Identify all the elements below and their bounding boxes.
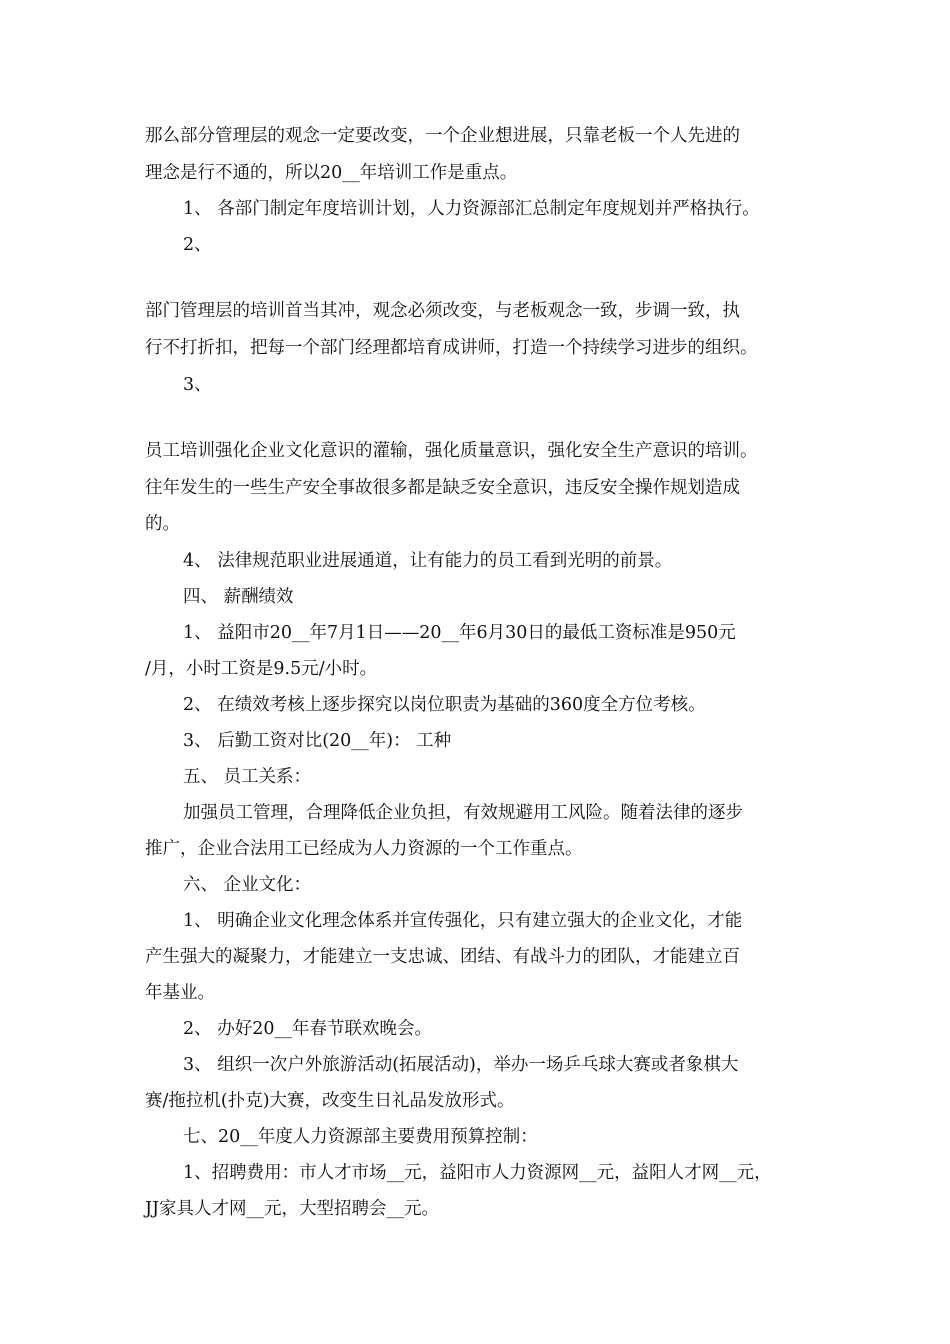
paragraph-line: JJ家具人才网__元，大型招聘会__元。	[145, 1199, 440, 1219]
list-item-2-number: 2、	[183, 235, 212, 255]
paragraph-line: 那么部分管理层的观念一定要改变，一个企业想进展，只靠老板一个人先进的	[145, 126, 740, 146]
paragraph-line: 往年发生的一些生产安全事故很多都是缺乏安全意识，违反安全操作规划造成	[145, 478, 740, 498]
paragraph-line: /月，小时工资是9.5元/小时。	[145, 659, 378, 679]
paragraph-line: 行不打折扣，把每一个部门经理都培育成讲师，打造一个持续学习进步的组织。	[145, 338, 758, 358]
paragraph-line: 产生强大的凝聚力，才能建立一支忠诚、团结、有战斗力的团队，才能建立百	[145, 947, 740, 967]
paragraph-line: 理念是行不通的，所以20__年培训工作是重点。	[145, 163, 518, 183]
list-item-1: 1、 明确企业文化理念体系并宣传强化，只有建立强大的企业文化，才能	[183, 911, 743, 931]
paragraph-line: 部门管理层的培训首当其冲，观念必须改变，与老板观念一致，步调一致，执	[145, 301, 740, 321]
list-item-2: 2、 在绩效考核上逐步探究以岗位职责为基础的360度全方位考核。	[183, 695, 706, 715]
list-item-1: 1、 益阳市20__年7月1日——20__年6月30日的最低工资标准是950元	[183, 623, 736, 643]
section-heading-5: 五、 员工关系：	[183, 767, 312, 787]
paragraph-line: 员工培训强化企业文化意识的灌输，强化质量意识，强化安全生产意识的培训。	[145, 441, 758, 461]
paragraph-line: 加强员工管理，合理降低企业负担，有效规避用工风险。随着法律的逐步	[183, 803, 743, 823]
list-item-1: 1、招聘费用：市人才市场__元，益阳市人力资源网__元，益阳人才网__元，	[183, 1163, 772, 1183]
section-heading-4: 四、 薪酬绩效	[183, 587, 294, 607]
paragraph-line: 推广，企业合法用工已经成为人力资源的一个工作重点。	[145, 839, 583, 859]
paragraph-line: 年基业。	[145, 983, 215, 1003]
list-item-3-number: 3、	[183, 375, 212, 395]
list-item-2: 2、 办好20__年春节联欢晚会。	[183, 1019, 432, 1039]
list-item-3: 3、 后勤工资对比(20__年)： 工种	[183, 731, 452, 751]
list-item-1: 1、 各部门制定年度培训计划，人力资源部汇总制定年度规划并严格执行。	[183, 199, 760, 219]
paragraph-line: 赛/拖拉机(扑克)大赛，改变生日礼品发放形式。	[145, 1091, 515, 1111]
section-heading-7: 七、20__年度人力资源部主要费用预算控制：	[183, 1127, 538, 1147]
list-item-3: 3、 组织一次户外旅游活动(拓展活动)，举办一场乒乓球大赛或者象棋大	[183, 1055, 739, 1075]
section-heading-6: 六、 企业文化：	[183, 875, 312, 895]
paragraph-line: 的。	[145, 514, 180, 534]
list-item-4: 4、 法律规范职业进展通道，让有能力的员工看到光明的前景。	[183, 551, 673, 571]
